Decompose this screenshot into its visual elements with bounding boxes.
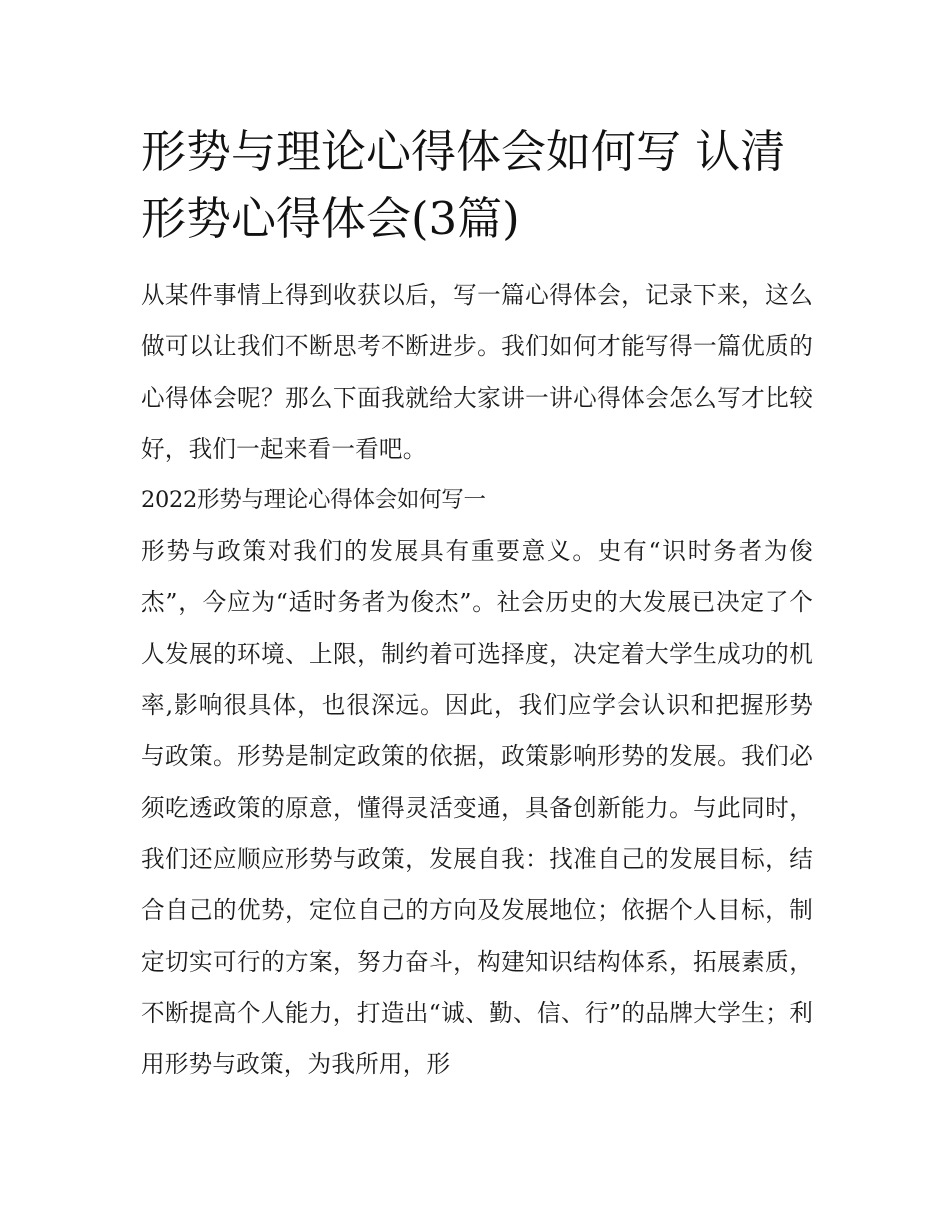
intro-paragraph: 从某件事情上得到收获以后，写一篇心得体会，记录下来，这么做可以让我们不断思考不断进步。我们如何才能写得一篇优质的心得体会呢？那么下面我就给大家讲一讲心得体会怎么写才比较好，我们一起来看一看吧。 — [141, 281, 813, 463]
document-page — [141, 118, 813, 1090]
body-paragraph: 形势与政策对我们的发展具有重要意义。史有“识时务者为俊杰”，今应为“适时务者为俊杰”。社会历史的大发展已决定了个人发展的环境、上限，制约着可选择度，决定着大学生成功的机率,影响很具体，也很深远。因此，我们应学会认识和把握形势与政策。形势是制定政策的依据，政策影响形势的发展。我们必须吃透政策的原意，懂得灵活变通，具备创新能力。与此同时，我们还应顺应形势与政策，发展自我：找准自己的发展目标，结合自己的优势，定位自己的方向及发展地位；依据个人目标，制定切实可行的方案，努力奋斗，构建知识结构体系，拓展素质，不断提高个人能力，打造出“诚、勤、信、行”的品牌大学生；利用形势与政策，为我所用，形 — [141, 537, 813, 1079]
section-heading: 2022形势与理论心得体会如何写一 — [141, 487, 486, 514]
document-title: 形势与理论心得体会如何写 认清形势心得体会(3篇) — [141, 125, 786, 245]
